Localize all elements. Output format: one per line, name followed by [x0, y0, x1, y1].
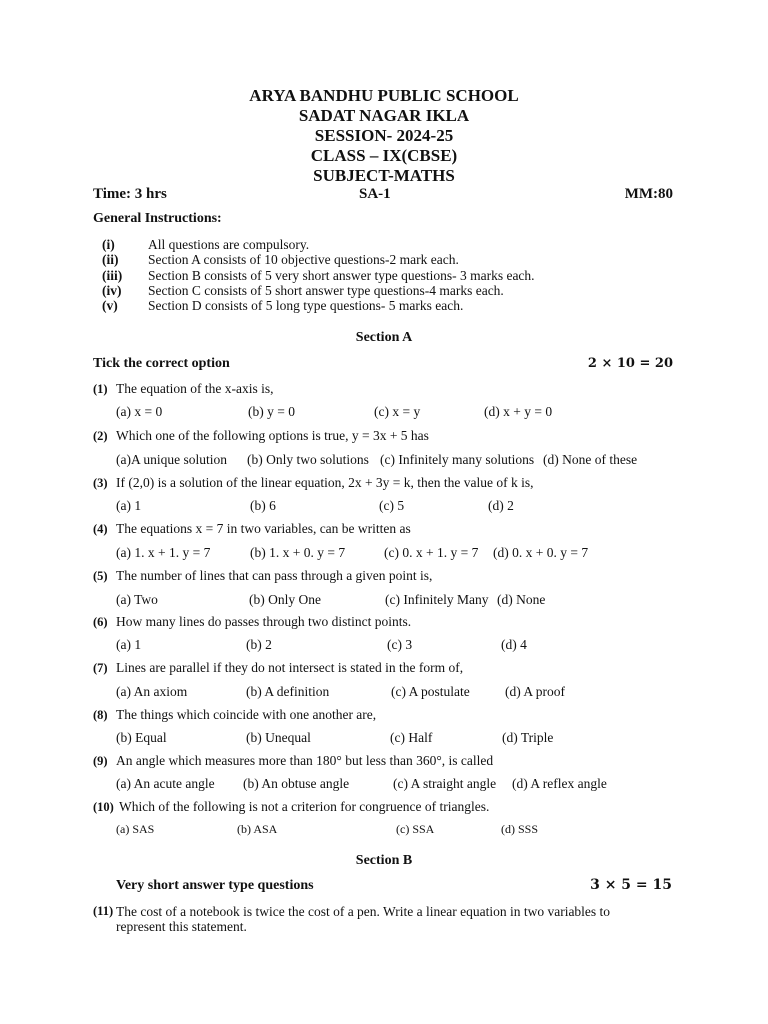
question-text: Which one of the following options is true, y = 3x + 5 has — [116, 428, 429, 443]
option-a[interactable]: (a)A unique solution — [116, 452, 227, 467]
section-b-subhead: Very short answer type questions — [116, 878, 314, 893]
option-c[interactable]: (c) A straight angle — [393, 776, 497, 791]
question-text: Which of the following is not a criterion for congruence of triangles. — [119, 799, 490, 814]
question-number: (11) — [93, 904, 114, 918]
question-3 — [93, 475, 683, 491]
option-c[interactable]: (c) A postulate — [391, 684, 470, 699]
option-a[interactable]: (b) Equal — [116, 730, 167, 745]
option-d[interactable]: (d) A reflex angle — [512, 776, 607, 791]
question-10 — [93, 799, 683, 815]
option-d[interactable]: (d) 4 — [501, 637, 527, 652]
option-a[interactable]: (a) 1 — [116, 637, 142, 652]
instruction-text: All questions are compulsory. — [148, 237, 310, 252]
class-name: CLASS – IX(CBSE) — [310, 146, 458, 165]
option-b[interactable]: (b) 1. x + 0. y = 7 — [250, 545, 346, 560]
option-c[interactable]: (c) Infinitely many solutions — [380, 452, 535, 467]
section-b-marks: 3 × 5 = 15 — [590, 877, 672, 893]
option-b[interactable]: (b) Only two solutions — [247, 452, 369, 467]
option-b[interactable]: (b) 6 — [250, 498, 276, 513]
option-d[interactable]: (d) A proof — [505, 684, 565, 699]
option-d[interactable]: (d) x + y = 0 — [484, 404, 553, 419]
option-a[interactable]: (a) x = 0 — [116, 404, 163, 419]
option-d[interactable]: (d) 2 — [488, 498, 514, 513]
exam-meta — [93, 186, 673, 204]
section-a-subhead: Tick the correct option — [93, 356, 230, 371]
option-c[interactable]: (c) 3 — [387, 637, 413, 652]
instruction-text: Section B consists of 5 very short answer type questions- 3 marks each. — [148, 268, 535, 283]
question-1 — [93, 381, 683, 397]
max-marks: MM:80 — [624, 186, 673, 202]
question-number: (2) — [93, 429, 108, 443]
question-number: (1) — [93, 382, 108, 396]
instruction-text: Section D consists of 5 long type questions- 5 marks each. — [148, 298, 464, 313]
question-number: (5) — [93, 569, 108, 583]
option-b[interactable]: (b) 2 — [246, 637, 272, 652]
question-text: Lines are parallel if they do not intersect is stated in the form of, — [116, 660, 464, 675]
exam-code: SA-1 — [359, 186, 391, 202]
option-c[interactable]: (c) SSA — [396, 822, 435, 836]
option-d[interactable]: (d) Triple — [502, 730, 554, 745]
question-number: (3) — [93, 476, 108, 490]
question-text: The number of lines that can pass through a given point is, — [116, 568, 433, 583]
question-text: The equations x = 7 in two variables, can be written as — [116, 521, 411, 536]
paper-header — [0, 86, 768, 186]
question-5 — [93, 568, 683, 584]
option-c[interactable]: (c) Half — [390, 730, 433, 745]
option-c[interactable]: (c) 0. x + 1. y = 7 — [384, 545, 479, 560]
option-a[interactable]: (a) Two — [116, 592, 158, 607]
option-b[interactable]: (b) Only One — [249, 592, 321, 607]
section-b-title: Section B — [355, 853, 413, 868]
instruction-number: (iv) — [102, 283, 122, 298]
option-a[interactable]: (a) An axiom — [116, 684, 188, 699]
option-b[interactable]: (b) ASA — [237, 822, 278, 836]
instruction-text: Section A consists of 10 objective questions-2 mark each. — [148, 252, 459, 267]
option-a[interactable]: (a) 1. x + 1. y = 7 — [116, 545, 211, 560]
question-text: If (2,0) is a solution of the linear equation, 2x + 3y = k, then the value of k is, — [116, 475, 534, 490]
option-c[interactable]: (c) Infinitely Many — [385, 592, 489, 607]
option-b[interactable]: (b) An obtuse angle — [243, 776, 350, 791]
option-d[interactable]: (d) SSS — [501, 822, 539, 836]
option-a[interactable]: (a) 1 — [116, 498, 142, 513]
option-d[interactable]: (d) 0. x + 0. y = 7 — [493, 545, 589, 560]
instruction-text: Section C consists of 5 short answer type questions-4 marks each. — [148, 283, 504, 298]
question-text: The cost of a notebook is twice the cost of a pen. Write a linear equation in two variables to represent this statement. — [116, 904, 611, 934]
school-name: ARYA BANDHU PUBLIC SCHOOL — [249, 86, 519, 105]
option-a[interactable]: (a) SAS — [116, 822, 155, 836]
instructions-title: General Instructions: — [93, 211, 222, 226]
session: SESSION- 2024-25 — [314, 126, 454, 145]
question-text: The equation of the x-axis is, — [116, 381, 274, 396]
question-text: The things which coincide with one another are, — [116, 707, 377, 722]
option-b[interactable]: (b) Unequal — [246, 730, 311, 745]
section-a-marks: 2 × 10 = 20 — [587, 356, 673, 371]
question-number: (4) — [93, 522, 108, 536]
subject-name: SUBJECT-MATHS — [313, 166, 455, 185]
option-b[interactable]: (b) A definition — [246, 684, 330, 699]
instruction-number: (ii) — [102, 252, 119, 267]
question-7 — [93, 660, 683, 676]
time-allowed: Time: 3 hrs — [93, 186, 167, 202]
question-number: (7) — [93, 661, 108, 675]
instruction-number: (i) — [102, 237, 115, 252]
option-c[interactable]: (c) 5 — [379, 498, 405, 513]
section-a-title: Section A — [355, 330, 413, 345]
question-number: (10) — [93, 800, 114, 814]
question-number: (6) — [93, 615, 108, 629]
question-4 — [93, 521, 683, 537]
question-9 — [93, 753, 683, 769]
question-6 — [93, 614, 683, 630]
question-number: (9) — [93, 754, 108, 768]
question-text: An angle which measures more than 180° but less than 360°, is called — [116, 753, 494, 768]
option-c[interactable]: (c) x = y — [374, 404, 421, 419]
question-8 — [93, 707, 683, 723]
option-b[interactable]: (b) y = 0 — [248, 404, 295, 419]
question-2 — [93, 428, 683, 444]
question-number: (8) — [93, 708, 108, 722]
option-a[interactable]: (a) An acute angle — [116, 776, 215, 791]
question-text: How many lines do passes through two distinct points. — [116, 614, 412, 629]
instruction-number: (v) — [102, 298, 118, 313]
option-d[interactable]: (d) None of these — [543, 452, 638, 467]
instruction-number: (iii) — [102, 268, 123, 283]
option-d[interactable]: (d) None — [497, 592, 546, 607]
school-location: SADAT NAGAR IKLA — [298, 106, 470, 125]
